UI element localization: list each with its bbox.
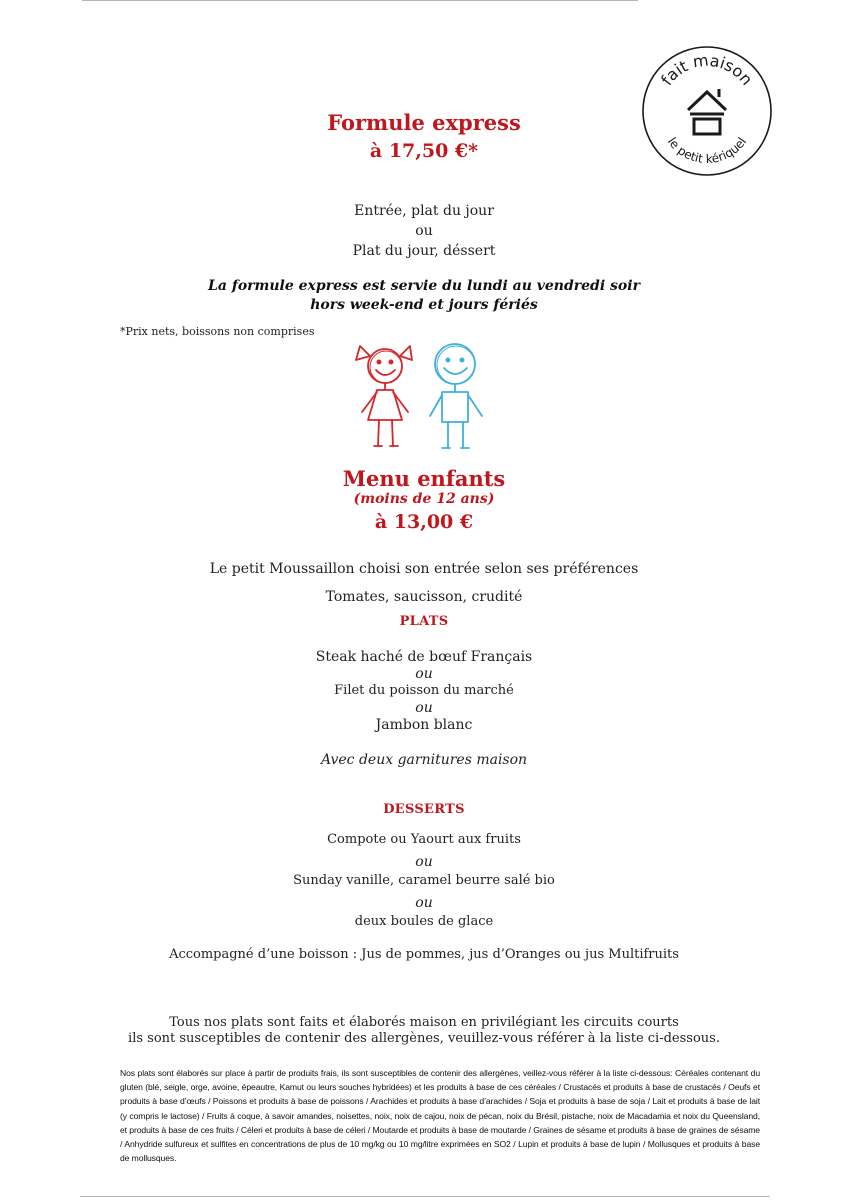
dessert-item: Compote ou Yaourt aux fruits xyxy=(327,832,521,847)
desserts-header: DESSERTS xyxy=(383,802,465,817)
dessert-item: Sunday vanille, caramel beurre salé bio xyxy=(293,873,555,888)
dessert-or: ou xyxy=(415,854,433,870)
footer-line-1: Tous nos plats sont faits et élaborés maison en privilégiant les circuits courts xyxy=(169,1015,679,1030)
dessert-or: ou xyxy=(415,895,433,911)
kids-menu-title: Menu enfants xyxy=(342,466,506,491)
kids-intro: Le petit Moussaillon choisi son entrée selon ses préférences xyxy=(209,561,639,577)
top-rule xyxy=(82,0,638,1)
express-line-2: ou xyxy=(415,223,433,239)
plats-header: PLATS xyxy=(399,614,449,629)
plat-or: ou xyxy=(415,666,433,682)
footer-line-2: ils sont susceptibles de contenir des allergènes, veuillez-vous référer à la liste ci-dessous. xyxy=(128,1031,720,1046)
express-price: à 17,50 €* xyxy=(369,140,479,162)
children-drawing-icon xyxy=(352,342,494,460)
dessert-item: deux boules de glace xyxy=(354,914,494,929)
plat-item: Filet du poisson du marché xyxy=(334,683,514,698)
plat-item: Jambon blanc xyxy=(375,717,473,733)
boy-figure xyxy=(430,344,482,448)
plat-item: Steak haché de bœuf Français xyxy=(315,649,533,665)
express-schedule-2: hors week-end et jours fériés xyxy=(310,297,538,313)
express-schedule-1: La formule express est servie du lundi au vendredi soir xyxy=(208,278,640,294)
express-line-1: Entrée, plat du jour xyxy=(354,203,494,219)
logo-bottom-text: le petit kériquel xyxy=(664,134,750,167)
kids-menu-price: à 13,00 € xyxy=(374,511,474,533)
logo-top-text: fait maison xyxy=(657,50,757,89)
express-line-3: Plat du jour, déssert xyxy=(352,243,496,259)
express-title: Formule express xyxy=(327,110,521,135)
allergens-list: Nos plats sont élaborés sur place à partir de produits frais, ils sont susceptibles de contenir des allergènes, veillez-vous référer à la liste ci-dessous: Céréales contenant du gluten (blé, seigle, orge, avoine, épeautre, Kamut ou leurs souches hybridées) et les produits à base de ces céréales / Crustacés et produits à base de crustacés / Oeufs et produits à base d’œufs / Poissons et produits à base de poissons / Arachides et produits à base d’arachides / Soja et produits à base de soja / Lait et produits à base de lait (y compris le lactose) / Fruits à coque, à savoir amandes, noisettes, noix, noix de cajou, noix de pécan, noix du Brésil, pistache, noix de Macadamia et noix du Queensland, et produits à base de ces fruits / Céleri et produits à base de céleri / Moutarde et produits à base de moutarde / Graines de sésame et produits à base de graines de sésame / Anhydride sulfureux et sulfites en concentrations de plus de 10 mg/kg ou 10 mg/litre exprimées en SO2 / Lupin et produits à base de lupin / Mollusques et produits à base de mollusques. xyxy=(120,1068,760,1164)
price-note: *Prix nets, boissons non comprises xyxy=(120,325,315,338)
plat-or: ou xyxy=(415,700,433,716)
kids-starters: Tomates, saucisson, crudité xyxy=(325,589,523,605)
girl-figure xyxy=(356,346,412,446)
garnish-note: Avec deux garnitures maison xyxy=(320,752,528,768)
bottom-rule xyxy=(80,1196,770,1197)
drink-note: Accompagné d’une boisson : Jus de pommes, jus d’Oranges ou jus Multifruits xyxy=(169,947,679,962)
kids-menu-subtitle: (moins de 12 ans) xyxy=(353,491,495,507)
